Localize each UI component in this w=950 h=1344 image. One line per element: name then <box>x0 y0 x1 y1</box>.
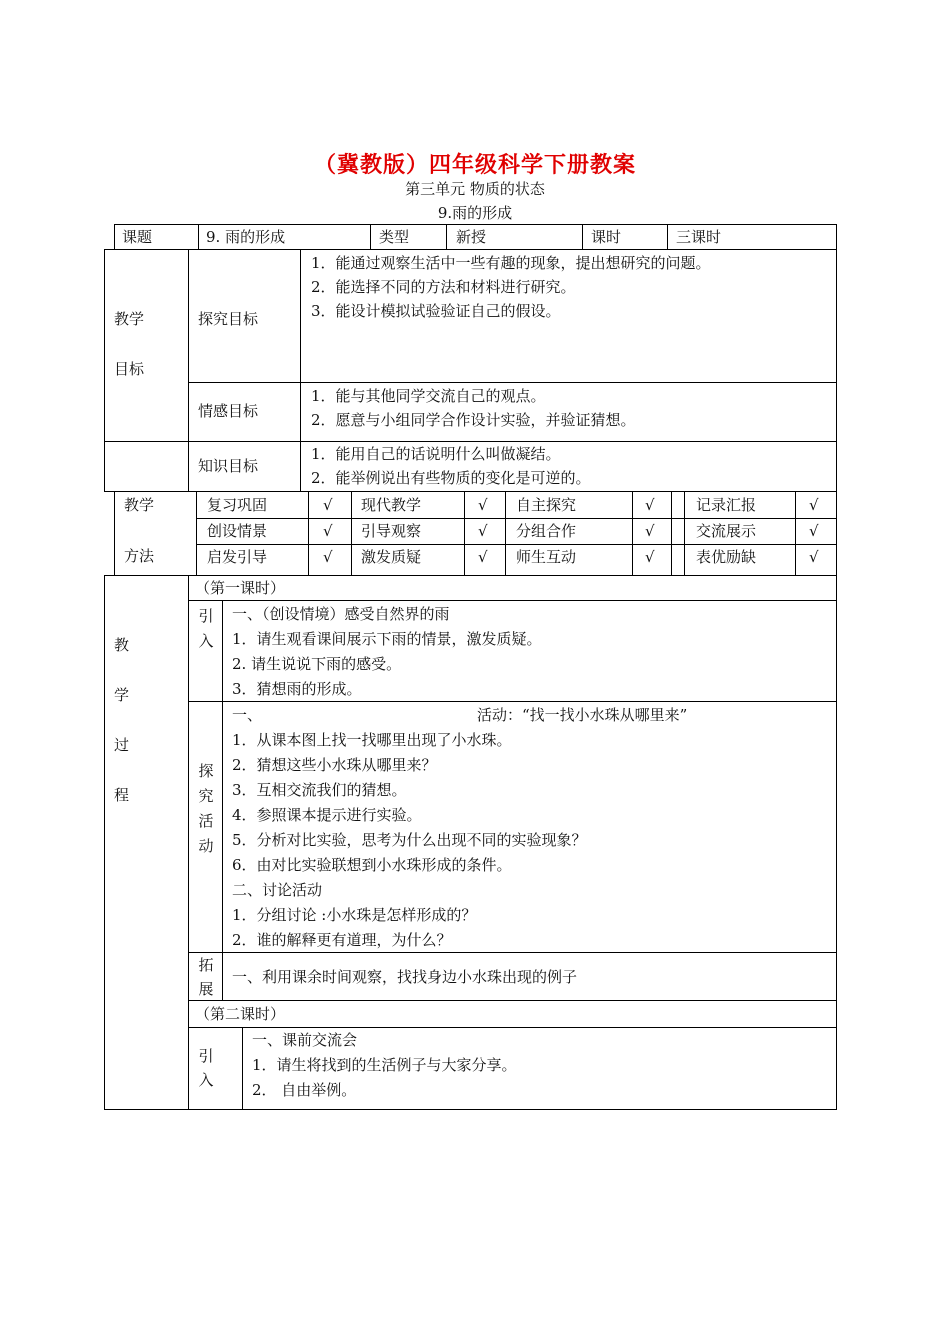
explore-goal-item: 1．能通过观察生活中一些有趣的现象，提出想研究的问题。 <box>311 254 711 272</box>
method-check: √ <box>478 496 488 514</box>
explore-heading-number: 一、 <box>232 706 263 724</box>
method-check: √ <box>645 548 655 566</box>
methods-label-bottom: 方法 <box>124 547 155 565</box>
intro-two-line: 一、课前交流会 <box>252 1031 358 1049</box>
explore-heading-activity: 活动：“找一找小水珠从哪里来” <box>477 706 688 724</box>
extend-line: 一、利用课余时间观察，找找身边小水珠出现的例子 <box>232 968 578 986</box>
process-label-char: 教 <box>114 636 130 654</box>
intro-line: 1．请生观看课间展示下雨的情景，激发质疑。 <box>232 630 542 648</box>
method-name: 复习巩固 <box>207 496 268 514</box>
intro-line: 3．猜想雨的形成。 <box>232 680 362 698</box>
explore-label-char: 究 <box>198 787 214 805</box>
explore-label-char: 动 <box>198 837 214 855</box>
method-check: √ <box>478 522 488 540</box>
method-name: 师生互动 <box>516 548 577 566</box>
intro-line: 2. 请生说说下雨的感受。 <box>232 655 402 673</box>
method-name: 现代教学 <box>361 496 422 514</box>
header-key-type: 类型 <box>379 228 410 246</box>
header-value-topic: 9. 雨的形成 <box>206 228 286 246</box>
header-key-periods: 课时 <box>591 228 622 246</box>
period-two-heading: （第二课时） <box>195 1005 286 1023</box>
method-name: 启发引导 <box>207 548 268 566</box>
explore-goal-item: 2．能选择不同的方法和材料进行研究。 <box>311 278 576 296</box>
explore-line: 2．猜想这些小水珠从哪里来？ <box>232 756 437 774</box>
explore-line: 2．谁的解释更有道理，为什么？ <box>232 931 452 949</box>
extend-label-char: 拓 <box>198 956 214 974</box>
process-label-char: 过 <box>114 736 130 754</box>
unit-title: 第三单元 物质的状态 <box>405 180 545 198</box>
intro-label-char: 入 <box>198 632 214 650</box>
process-label-char: 学 <box>114 686 130 704</box>
intro-label-char: 引 <box>198 607 214 625</box>
explore-goal-label: 探究目标 <box>198 310 259 328</box>
emotion-goal-item: 2．愿意与小组同学合作设计实验，并验证猜想。 <box>311 411 636 429</box>
goals-label-top: 教学 <box>114 310 145 328</box>
explore-line: 1．分组讨论 :小水珠是怎样形成的？ <box>232 906 477 924</box>
header-key-topic: 课题 <box>122 228 153 246</box>
document-title: （冀教版）四年级科学下册教案 <box>313 152 636 178</box>
header-value-type: 新授 <box>456 228 487 246</box>
method-name: 自主探究 <box>516 496 577 514</box>
method-name: 创设情景 <box>207 522 268 540</box>
intro-line: 一、（创设情境）感受自然界的雨 <box>232 605 450 623</box>
explore-line: 4．参照课本提示进行实验。 <box>232 806 422 824</box>
method-check: √ <box>323 522 333 540</box>
method-check: √ <box>478 548 488 566</box>
lesson-title: 9.雨的形成 <box>437 204 513 222</box>
emotion-goal-item: 1．能与其他同学交流自己的观点。 <box>311 387 546 405</box>
explore-goal-item: 3．能设计模拟试验验证自己的假设。 <box>311 302 561 320</box>
method-name: 记录汇报 <box>696 496 757 514</box>
method-name: 激发质疑 <box>361 548 422 566</box>
period-one-heading: （第一课时） <box>195 579 286 597</box>
knowledge-goal-item: 2．能举例说出有些物质的变化是可逆的。 <box>311 469 591 487</box>
method-check: √ <box>323 496 333 514</box>
explore-label-char: 活 <box>198 812 214 830</box>
methods-label-top: 教学 <box>124 496 155 514</box>
intro-two-line: 1．请生将找到的生活例子与大家分享。 <box>252 1056 517 1074</box>
extend-label-char: 展 <box>198 980 214 998</box>
method-name: 表优励缺 <box>696 548 757 566</box>
explore-label-char: 探 <box>198 762 214 780</box>
intro-two-line: 2． 自由举例。 <box>252 1081 357 1099</box>
method-check: √ <box>809 548 819 566</box>
method-check: √ <box>323 548 333 566</box>
knowledge-goal-item: 1．能用自己的话说明什么叫做凝结。 <box>311 445 561 463</box>
method-name: 分组合作 <box>516 522 577 540</box>
explore-line: 5．分析对比实验，思考为什么出现不同的实验现象？ <box>232 831 587 849</box>
intro-label-char: 引 <box>198 1047 214 1065</box>
knowledge-goal-label: 知识目标 <box>198 457 259 475</box>
explore-line: 3．互相交流我们的猜想。 <box>232 781 407 799</box>
intro-label-char: 入 <box>198 1071 214 1089</box>
process-label-char: 程 <box>114 786 130 804</box>
method-check: √ <box>645 522 655 540</box>
explore-line: 6．由对比实验联想到小水珠形成的条件。 <box>232 856 512 874</box>
method-name: 引导观察 <box>361 522 422 540</box>
explore-line: 二、讨论活动 <box>232 881 323 899</box>
method-check: √ <box>645 496 655 514</box>
goals-label-bottom: 目标 <box>114 360 145 378</box>
method-check: √ <box>809 496 819 514</box>
explore-line: 1．从课本图上找一找哪里出现了小水珠。 <box>232 731 512 749</box>
method-name: 交流展示 <box>696 522 757 540</box>
header-value-periods: 三课时 <box>676 228 722 246</box>
method-check: √ <box>809 522 819 540</box>
emotion-goal-label: 情感目标 <box>198 402 259 420</box>
